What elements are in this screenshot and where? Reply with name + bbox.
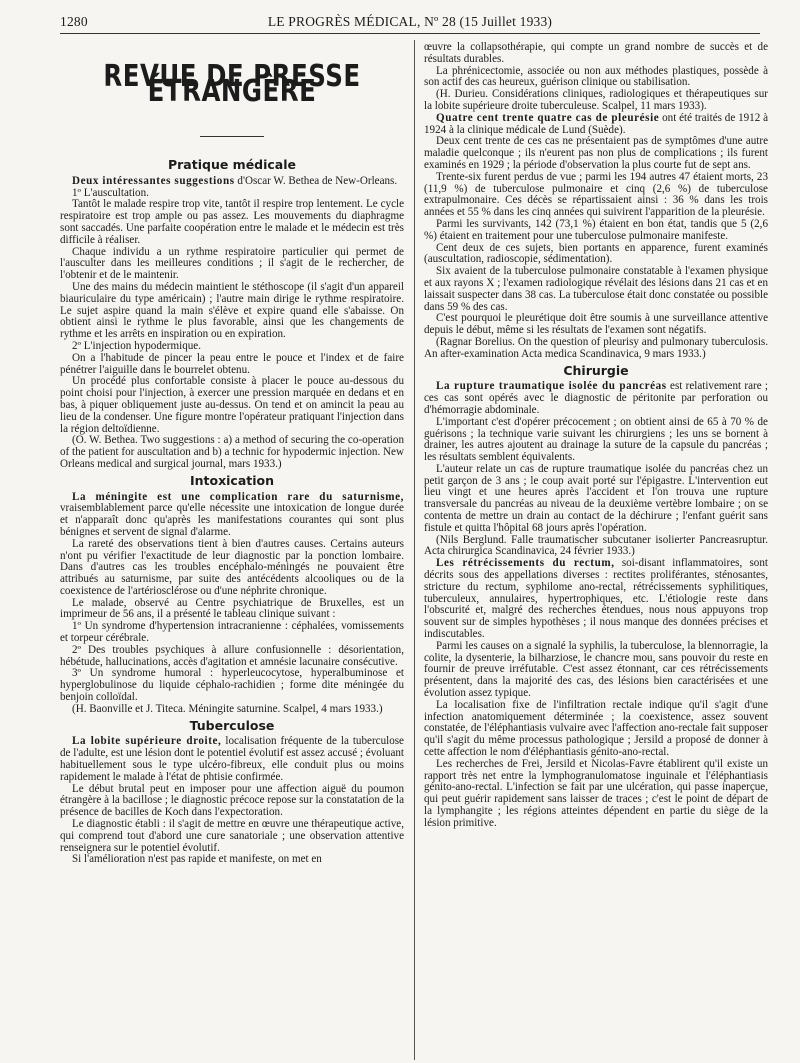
page-header (60, 10, 760, 34)
article-paragraph (60, 282, 404, 341)
paragraph-text: Si l'amélioration n'est pas rapide et manifeste, on met en (72, 853, 322, 866)
article-lead: La rupture traumatique isolée du pancréas (436, 380, 667, 393)
article-paragraph (60, 247, 404, 282)
article-paragraph (424, 417, 768, 464)
section-banner: REVUE DE PRESSE ÉTRANGÈRE (103, 57, 361, 108)
paragraph-text: Un procédé plus confortable consiste à placer le pouce au-dessous du point choisi pour l'injection, à exercer une pression marquée en dedans et en bas, à piquer obliquement juste au-dessus. On tend et on amincit la peau au lieu de la condenser. Une figure montre l'opérateur pratiquant l'injection dans la région deltoïdienne. (60, 375, 404, 435)
article-paragraph (424, 219, 768, 243)
page-number: 1280 (60, 14, 88, 29)
paragraph-text: vraisemblablement parce qu'elle nécessite une intoxication de longue durée et n'apparaît donc qu'après les manifestations courantes qui sont plus bénignes et servent de signal d'alarme. (60, 502, 404, 538)
paragraph-text: d'Oscar W. Bethea de New-Orleans. (234, 174, 398, 187)
article-paragraph (424, 172, 768, 219)
article-paragraph (424, 464, 768, 535)
paragraph-text: Cent deux de ces sujets, bien portants en apparence, furent examinés (auscultation, radioscopie, sédimentation). (424, 241, 768, 266)
article-paragraph (60, 854, 404, 866)
article-paragraph (424, 136, 768, 171)
left-column (60, 42, 404, 866)
article-lead: Quatre cent trente quatre cas de pleurésie (436, 111, 660, 124)
paragraph-text: La phrénicectomie, associée ou non aux méthodes plastiques, possède à son actif des cas heureux, guérison clinique ou stabilisation. (424, 64, 768, 89)
paragraph-text: C'est pourquoi le pleurétique doit être soumis à une surveillance attentive depuis le début, même si les résultats de l'examen sont négatifs. (424, 312, 768, 337)
section-heading: Intoxication (189, 472, 275, 488)
right-column (424, 42, 768, 830)
paragraph-text: Deux cent trente de ces cas ne présentaient pas de symptômes d'une autre maladie quelconque ; ils n'eurent pas non plus de complications ; ils furent examinés en 1929 ; la période d'observation la plus courte fut de sept ans. (424, 135, 768, 171)
paragraph-text: ont été traités de 1912 à 1924 à la clinique médicale de Lund (Suède). (424, 111, 768, 136)
paragraph-text: Une des mains du médecin maintient le stéthoscope (il s'agit d'un appareil biauriculaire du type américain) ; l'autre main dirige le rythme respiratoire. Le sujet aspire quand la main s'élève et expire quand elle s'abaisse. On obtient ainsi le rythme le plus favorable, ainsi que les changements de rythme et les arrêts en inspiration ou en expiration. (60, 280, 404, 341)
article-lead: Deux intéressantes suggestions (72, 174, 235, 187)
paragraph-text: 3º Un syndrome humoral : hyperleucocytose, hyperalbuminose et hyperglobulinose du liquide céphalo-rachidien ; forme dite méningée du benjoin colloïdal. (60, 667, 404, 704)
article-paragraph (424, 66, 768, 90)
article-lead: Les rétrécissements du rectum, (436, 557, 615, 570)
paragraph-text: 1º L'auscultation. (72, 186, 149, 199)
paragraph-text: Le malade, observé au Centre psychiatrique de Bruxelles, est un imprimeur de 56 ans, il a présenté le tableau clinique suivant : (60, 596, 404, 621)
article-lead: La méningite est une complication rare du saturnisme, (72, 490, 404, 503)
paragraph-text: 2º Des troubles psychiques à allure confusionnelle : désorientation, hébétude, hallucinations, accès d'agitation et amnésie lacunaire consécutive. (60, 643, 404, 668)
paragraph-text: (Ragnar Borelius. On the question of pleurisy and pulmonary tuberculosis. An after-examination Acta medica Scandinavica, 9 mars 1933.) (424, 335, 768, 360)
paragraph-text: L'important c'est d'opérer précocement ; on obtient ainsi de 65 à 70 % de guérisons ; la technique varie suivant les chirurgiens ; les uns se bornent à drainer, les autres ajoutent au drainage la suture de la capsule du pancréas ; les résultats semblent équivalents. (424, 415, 768, 464)
paragraph-text: Le diagnostic établi : il s'agit de mettre en œuvre une thérapeutique active, qui comprend tout d'abord une cure sanatoriale ; une observation attentive renseignera sur le potentiel évolutif. (60, 818, 404, 854)
article-paragraph (424, 313, 768, 337)
article-paragraph (60, 704, 404, 716)
section-heading: Pratique médicale (167, 157, 297, 172)
article-lead: La lobite supérieure droite, (72, 735, 222, 748)
article-paragraph (424, 381, 768, 416)
paragraph-text: (H. Baonville et J. Titeca. Méningite saturnine. Scalpel, 4 mars 1933.) (72, 702, 383, 715)
section-heading: Chirurgie (563, 362, 629, 378)
paragraph-text: Chaque individu a un rythme respiratoire particulier qui permet de l'ausculter dans les meilleures conditions ; il s'agit de le rechercher, de l'obtenir et de le maintenir. (60, 245, 404, 282)
article-paragraph (60, 199, 404, 246)
article-paragraph (60, 621, 404, 645)
section-heading: Tuberculose (189, 717, 275, 733)
article-paragraph (60, 784, 404, 819)
paragraph-text: La localisation fixe de l'infiltration rectale indique qu'il s'agit d'une infection anatomiquement déterminée ; la coexistence, assez souvent constatée, de l'éléphantiasis vulvaire avec l'affection ano-rectale fait supposer qu'il s'agit du même processus pathologique ; Jersild a proposé de donner à cette affection le nom d'éléphantiasis génito-ano-rectal. (424, 698, 768, 759)
article-paragraph (60, 598, 404, 622)
paragraph-text: (H. Durieu. Considérations cliniques, radiologiques et thérapeutiques sur la lobite supérieure droite tuberculeuse. Scalpel, 11 mars 1933). (424, 88, 768, 112)
article-paragraph (60, 435, 404, 470)
article-paragraph (60, 353, 404, 377)
paragraph-text: Tantôt le malade respire trop vite, tantôt il respire trop lentement. Le cycle respiratoire est trop ample ou pas assez. Les mouvements du diaphragme sont saccadés. Une parfaite coopération entre le malade et le médecin est très difficile à réaliser. (60, 198, 404, 246)
paragraph-text: L'auteur relate un cas de rupture traumatique isolée du pancréas chez un petit garçon de 3 ans ; le coup avait porté sur l'épigastre. L'intervention eut lieu vingt et une heures après l'accident et l'on trouva une rupture transversale du pancréas au niveau de la deuxième vertèbre lombaire ; on se contenta de mettre un drain au contact de la déchirure ; l'enfant guérit sans fistule et quitta l'hôpital 68 jours après l'opération. (424, 462, 768, 534)
article-paragraph (424, 558, 768, 641)
paragraph-text: On a l'habitude de pincer la peau entre le pouce et l'index et de faire pénétrer l'aiguille dans le bourrelet obtenu. (60, 351, 404, 376)
paragraph-text: Six avaient de la tuberculose pulmonaire constatable à l'examen physique et aux rayons X ; l'examen radiologique révélait des lésions dans 21 cas et en laissait suspecter dans 38 cas. La tuberculose était donc constatée ou possible dans 59 % des cas. (424, 265, 768, 313)
paragraph-text: est relativement rare ; ces cas sont opérés avec le diagnostic de péritonite par perforation ou d'hémorragie abdominale. (424, 380, 768, 416)
paragraph-text: soi-disant inflammatoires, sont décrits sous des appellations diverses : rectites proliférantes, sténosantes, stricture du rectum, syphilome ano-rectal, rétrécissements syphilitiques, tuberculeux, annulaires, hypertrophiques, etc. L'étiologie reste dans l'obscurité et, malgré des recherches étendues, nous nous appuyons trop souvent sur de simples hypothèses ; il nous manque des données précises et indiscutables. (424, 557, 768, 641)
article-paragraph (424, 700, 768, 759)
paragraph-text: Parmi les causes on a signalé la syphilis, la tuberculose, la blennorragie, la colite, la dysenterie, la bilharziose, le chancre mou, sans pouvoir du reste en fournir de preuve irréfutable. C'est assez étonnant, car ces rétrécissements présentent, dans la majorité des cas, des lésions bien caractérisées et une évolution assez typique. (424, 639, 768, 700)
article-paragraph (60, 645, 404, 669)
article-paragraph (60, 819, 404, 854)
article-paragraph (424, 535, 768, 559)
paragraph-text: Parmi les survivants, 142 (73,1 %) étaient en bon état, tandis que 5 (2,6 %) étaient en traitement pour une tuberculose pulmonaire manifeste. (424, 217, 768, 242)
article-paragraph (60, 736, 404, 783)
article-paragraph (424, 42, 768, 66)
paragraph-text: (O. W. Bethea. Two suggestions : a) a method of securing the co-operation of the patient for auscultation and b) a technic for hypodermic injection. New Orleans medical and surgical journal, mars 1933.) (60, 434, 404, 470)
article-paragraph (60, 492, 404, 539)
article-paragraph (424, 641, 768, 700)
paragraph-text: (Nils Berglund. Falle traumatischer subcutaner isolierter Pancreasruptur. Acta chirurgica Scandinavica, 24 février 1933.) (424, 533, 768, 558)
column-divider (414, 40, 415, 1060)
journal-title: LE PROGRÈS MÉDICAL, Nº 28 (15 Juillet 1933) (267, 14, 553, 29)
paragraph-text: 2º L'injection hypodermique. (72, 339, 201, 352)
article-paragraph (424, 759, 768, 830)
article-paragraph (424, 266, 768, 313)
article-paragraph (424, 113, 768, 137)
paragraph-text: Trente-six furent perdus de vue ; parmi les 194 autres 47 étaient morts, 23 (11,9 %) de tuberculose pulmonaire et cinq (2,6 %) de tuberculose extrapulmonaire. Ces décès se répartissaient ainsi : 36 % dans les trois années et 55 % dans les cinq années qui suivirent l'apparition de la pleurésie. (424, 170, 768, 219)
paragraph-text: œuvre la collapsothérapie, qui compte un grand nombre de succès et de résultats durables. (424, 41, 768, 65)
paragraph-text: Les recherches de Frei, Jersild et Nicolas-Favre établirent qu'il existe un rapport très net entre la lymphogranulomatose inguinale et l'éléphantiasis génito-ano-rectal. L'infection se fait par une ulcération, qui passe inaperçue, qui peut guérir rapidement sans laisser de traces ; c'est le point de départ de la lymphangite ; les régions atteintes dépendent en partie du siège de la lésion primitive. (424, 757, 768, 829)
banner-rule (200, 136, 264, 137)
article-paragraph (424, 243, 768, 267)
article-paragraph (60, 668, 404, 703)
article-paragraph (60, 376, 404, 435)
paragraph-text: La rareté des observations tient à bien d'autres causes. Certains auteurs n'ont pu vérifier l'exactitude de leur diagnostic par la ponction lombaire. Dans d'autres cas les troubles encéphalo-méningés ne pouvaient être attribués au saturnisme, par suite des antécédents alcooliques ou de la coexistence de l'artériosclérose ou d'une néphrite chronique. (60, 537, 404, 597)
article-paragraph (424, 337, 768, 361)
paragraph-text: 1º Un syndrome d'hypertension intracranienne : céphalées, vomissements et torpeur cérébrale. (60, 620, 404, 645)
paragraph-text: localisation fréquente de la tuberculose de l'adulte, est une lésion dont le potentiel évolutif est assez accusé ; évoluant habituellement sous le type ulcéro-fibreux, elle conduit plus ou moins rapidement le malade à l'état de phtisie confirmée. (60, 735, 404, 783)
article-paragraph (424, 89, 768, 113)
article-paragraph (60, 539, 404, 598)
paragraph-text: Le début brutal peut en imposer pour une affection aiguë du poumon étrangère à la bacillose ; le diagnostic précoce repose sur la constatation de la présence de bacilles de Koch dans l'expectoration. (60, 782, 404, 819)
